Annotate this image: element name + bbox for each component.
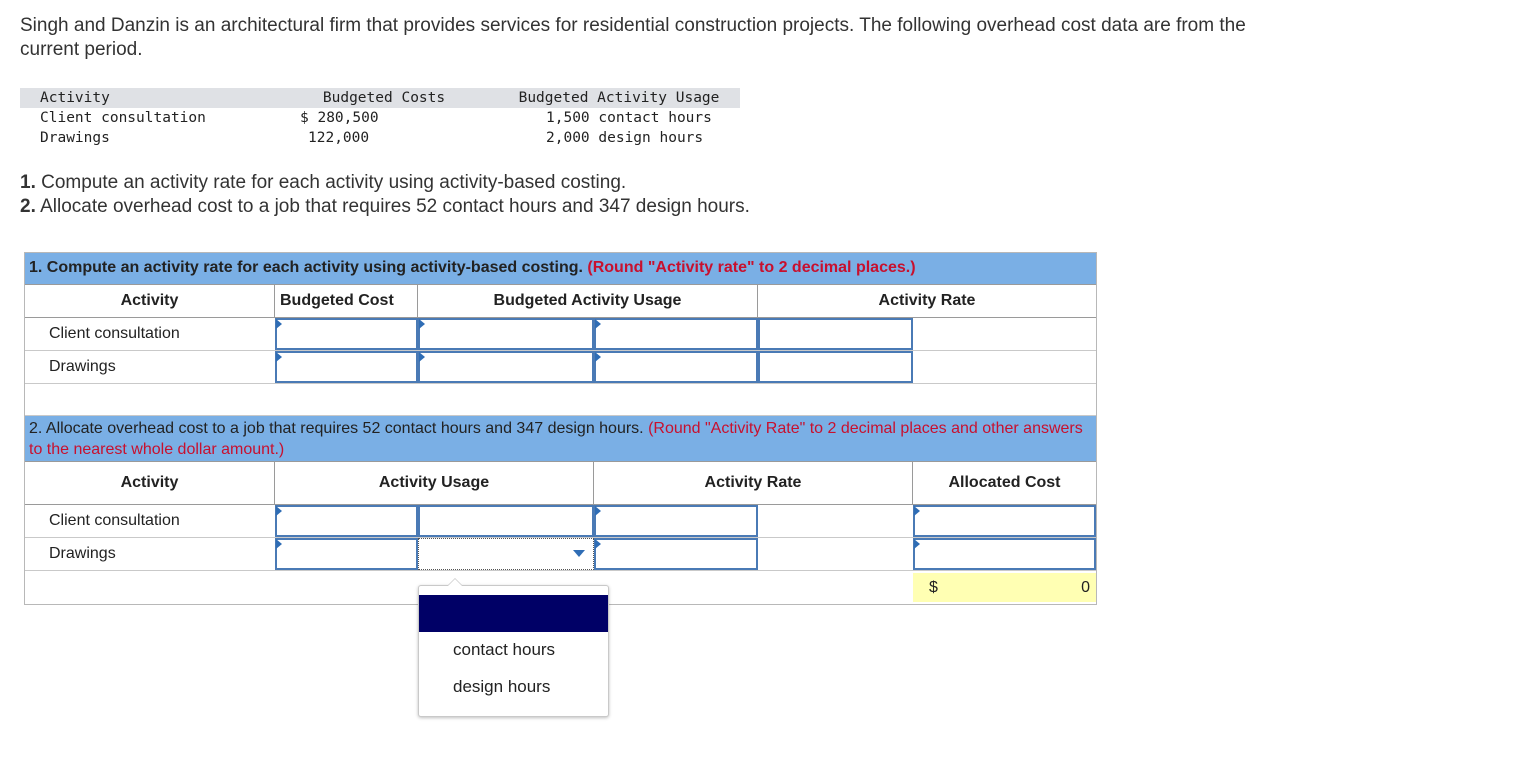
given-activity: Drawings	[40, 130, 110, 146]
question-text: Allocate overhead cost to a job that requires 52 contact hours and 347 design hours.	[40, 196, 750, 217]
given-cost: 122,000	[308, 130, 370, 146]
dropdown-option-design-hours[interactable]: design hours	[453, 677, 551, 696]
part2-header-allocated-cost: Allocated Cost	[948, 474, 1061, 491]
part1-header-row	[25, 285, 1096, 318]
part1-usage-amount-input[interactable]	[418, 351, 594, 383]
usage-unit-dropdown-menu	[418, 585, 609, 717]
part1-activity-rate-input[interactable]	[758, 318, 913, 350]
part2-activity-rate-input[interactable]	[594, 505, 758, 537]
part2-header-activity-rate: Activity Rate	[594, 462, 913, 504]
part1-budgeted-cost-input[interactable]	[275, 318, 418, 350]
question-text: Compute an activity rate for each activity using activity-based costing.	[41, 172, 627, 193]
part1-title: 1. Compute an activity rate for each activity using activity-based costing.	[29, 259, 583, 276]
question-1	[20, 172, 626, 194]
part1-header-budgeted-cost: Budgeted Cost	[275, 285, 418, 317]
given-usage: 1,500 contact hours	[546, 110, 712, 126]
part2-row-label: Client consultation	[49, 512, 180, 529]
part2-title: 2. Allocate overhead cost to a job that requires 52 contact hours and 347 design hours.	[29, 420, 644, 437]
part2-header-activity-usage: Activity Usage	[275, 462, 594, 504]
part2-row	[25, 538, 1096, 571]
dropdown-option-contact-hours[interactable]: contact hours	[453, 640, 556, 659]
chevron-down-icon[interactable]	[573, 550, 585, 557]
part1-header-activity: Activity	[25, 285, 275, 317]
part2-allocated-cost-input[interactable]	[913, 505, 1096, 537]
part2-usage-unit-dropdown[interactable]	[418, 538, 594, 570]
part2-hint: (Round "Activity Rate" to 2 decimal places and other answers to the nearest whole dollar amount.)	[29, 420, 1083, 458]
total-allocated-cost	[913, 573, 1096, 602]
spacer-row	[25, 384, 1096, 416]
given-data-table	[20, 88, 740, 148]
part2-title-bar	[25, 416, 1096, 462]
part1-header-budgeted-usage: Budgeted Activity Usage	[418, 285, 758, 317]
part2-usage-amount-input[interactable]	[275, 538, 418, 570]
part1-row	[25, 351, 1096, 384]
given-header-costs: Budgeted Costs	[322, 90, 446, 106]
given-row	[20, 128, 740, 148]
total-value: 0	[1081, 578, 1090, 596]
part1-row	[25, 318, 1096, 351]
part2-header-row	[25, 462, 1096, 505]
problem-intro: Singh and Danzin is an architectural firm that provides services for residential construction projects. The following overhead cost data are from the current period.	[20, 15, 1246, 60]
part1-title-bar	[25, 253, 1096, 285]
part2-usage-unit-select[interactable]	[418, 505, 594, 537]
given-table-header	[20, 88, 740, 108]
part1-header-activity-rate: Activity Rate	[878, 292, 976, 309]
part1-usage-amount-input[interactable]	[418, 318, 594, 350]
part1-row-label: Drawings	[49, 358, 116, 375]
question-2	[20, 196, 750, 218]
dropdown-option-blank[interactable]	[419, 595, 608, 632]
currency-symbol: $	[929, 578, 938, 596]
question-number: 2.	[20, 196, 36, 217]
given-row	[20, 108, 740, 128]
given-header-usage: Budgeted Activity Usage	[518, 90, 720, 106]
given-activity: Client consultation	[40, 110, 206, 126]
part1-budgeted-cost-input[interactable]	[275, 351, 418, 383]
question-number: 1.	[20, 172, 36, 193]
part2-header-activity: Activity	[25, 462, 275, 504]
part2-activity-rate-input[interactable]	[594, 538, 758, 570]
given-cost: $ 280,500	[300, 110, 379, 126]
part2-row	[25, 505, 1096, 538]
given-usage: 2,000 design hours	[546, 130, 704, 146]
part1-hint: (Round "Activity rate" to 2 decimal places.)	[587, 259, 916, 276]
part1-row-label: Client consultation	[49, 325, 180, 342]
given-header-activity: Activity	[40, 90, 110, 106]
part2-row-label: Drawings	[49, 545, 116, 562]
part1-usage-unit-select[interactable]	[594, 318, 758, 350]
part2-usage-amount-input[interactable]	[275, 505, 418, 537]
part1-usage-unit-select[interactable]	[594, 351, 758, 383]
answer-panel	[24, 252, 1097, 605]
part1-activity-rate-input[interactable]	[758, 351, 913, 383]
part2-allocated-cost-input[interactable]	[913, 538, 1096, 570]
